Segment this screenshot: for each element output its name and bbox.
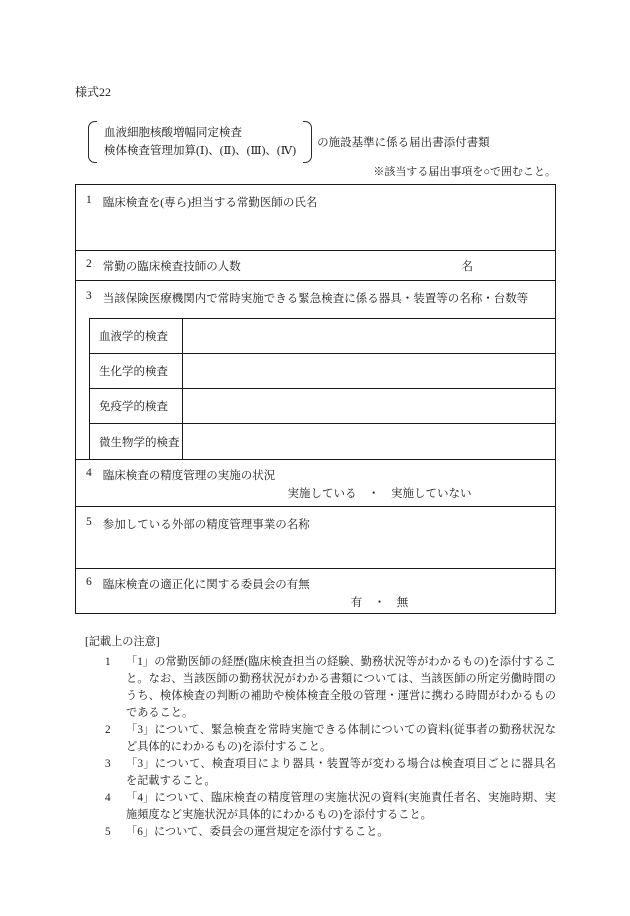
bracket-right-icon bbox=[303, 121, 312, 163]
criteria-table bbox=[75, 184, 556, 614]
emergency-exam-subtable bbox=[89, 318, 555, 459]
form-number: 様式22 bbox=[75, 85, 112, 99]
row-5-label bbox=[86, 516, 545, 532]
row-3-label bbox=[76, 290, 555, 306]
procedure-line-2: 検体検査管理加算(Ⅰ)、(Ⅱ)、(Ⅲ)、(Ⅳ) bbox=[104, 145, 297, 157]
form-title bbox=[88, 121, 556, 163]
note-number: 1 bbox=[105, 656, 111, 668]
note-item bbox=[105, 722, 556, 756]
exam-category-label: 生化学的検査 bbox=[90, 354, 183, 388]
row-4-number: 4 bbox=[86, 467, 92, 479]
row-1-label bbox=[86, 194, 545, 210]
row-5-number: 5 bbox=[86, 516, 92, 528]
exam-category-row bbox=[90, 389, 555, 424]
note-item bbox=[105, 654, 556, 722]
exam-entry-cell bbox=[183, 424, 555, 459]
note-number: 2 bbox=[105, 724, 111, 736]
row-6-text: 臨床検査の適正化に関する委員会の有無 bbox=[102, 579, 310, 591]
exam-entry-cell bbox=[183, 389, 555, 423]
note-text: 「4」について、臨床検査の精度管理の実施状況の資料(実施責任者名、実施時期、実施頻度など実施状況が具体的にわかるもの)を添付すること。 bbox=[126, 792, 556, 821]
row-6-label bbox=[86, 576, 545, 592]
row-3-text: 当該保険医療機関内で常時実施できる緊急検査に係る器具・装置等の名称・台数等 bbox=[102, 293, 529, 305]
exam-entry-cell bbox=[183, 319, 555, 353]
note-item bbox=[105, 824, 556, 841]
exam-category-row bbox=[90, 424, 555, 459]
note-number: 3 bbox=[105, 758, 111, 770]
note-number: 4 bbox=[105, 792, 111, 804]
bracket-left-icon bbox=[88, 121, 97, 163]
procedure-line-1: 血液細胞核酸増幅同定検査 bbox=[104, 127, 242, 139]
staff-count-unit: 名 bbox=[461, 260, 473, 273]
note-item bbox=[105, 756, 556, 790]
implementation-options: 実施している ・ 実施していない bbox=[287, 488, 472, 500]
note-text: 「6」について、委員会の運営規定を添付すること。 bbox=[126, 826, 389, 838]
table-row-quality-control bbox=[76, 460, 555, 507]
form-title-suffix: の施設基準に係る届出書添付書類 bbox=[317, 137, 490, 149]
row-2-text: 常勤の臨床検査技師の人数 bbox=[102, 260, 241, 273]
row-1-text: 臨床検査を(専ら)担当する常勤医師の氏名 bbox=[102, 197, 318, 209]
row-4-text: 臨床検査の精度管理の実施の状況 bbox=[102, 470, 276, 482]
note-text: 「3」について、緊急検査を常時実施できる体制についての資料(従事者の勤務状況など具体的にわかるもの)を添付すること。 bbox=[126, 724, 556, 753]
exam-category-label: 微生物学的検査 bbox=[90, 424, 183, 459]
row-1-number: 1 bbox=[86, 194, 92, 206]
row-5-text: 参加している外部の精度管理事業の名称 bbox=[102, 519, 310, 531]
exam-entry-cell bbox=[183, 354, 555, 388]
notes-section bbox=[75, 634, 556, 841]
exam-category-label: 免疫学的検査 bbox=[90, 389, 183, 423]
row-3-number: 3 bbox=[86, 290, 92, 302]
note-text: 「3」について、検査項目により器具・装置等が変わる場合は検査項目ごとに器具名を記載すること。 bbox=[126, 758, 556, 787]
row-2-number: 2 bbox=[86, 257, 92, 270]
table-row-external-qc-program bbox=[76, 507, 555, 569]
circle-instruction: ※該当する届出事項を○で囲むこと。 bbox=[373, 166, 556, 178]
procedure-names bbox=[97, 121, 303, 163]
table-row-committee bbox=[76, 569, 555, 613]
table-row-physician-name bbox=[76, 185, 555, 251]
exam-category-label: 血液学的検査 bbox=[90, 319, 183, 353]
row-2-label bbox=[86, 258, 241, 274]
notes-heading: [記載上の注意] bbox=[85, 636, 160, 648]
table-row-technician-count bbox=[76, 251, 555, 281]
committee-options: 有 ・ 無 bbox=[350, 597, 409, 609]
note-text: 「1」の常勤医師の経歴(臨床検査担当の経験、勤務状況等がわかるもの)を添付すること。なお、当該医師の勤務状況がわかる書類については、当該医師の所定労働時間のうち、検体検査の判断の補助や検体検査全般の管理・運営に携わる時間がわかるものであること。 bbox=[126, 656, 556, 719]
table-row-emergency-equipment bbox=[76, 281, 555, 460]
exam-category-row bbox=[90, 354, 555, 389]
row-4-label bbox=[86, 467, 545, 483]
row-6-number: 6 bbox=[86, 576, 92, 588]
note-number: 5 bbox=[105, 826, 111, 838]
note-item bbox=[105, 790, 556, 824]
exam-category-row bbox=[90, 319, 555, 354]
